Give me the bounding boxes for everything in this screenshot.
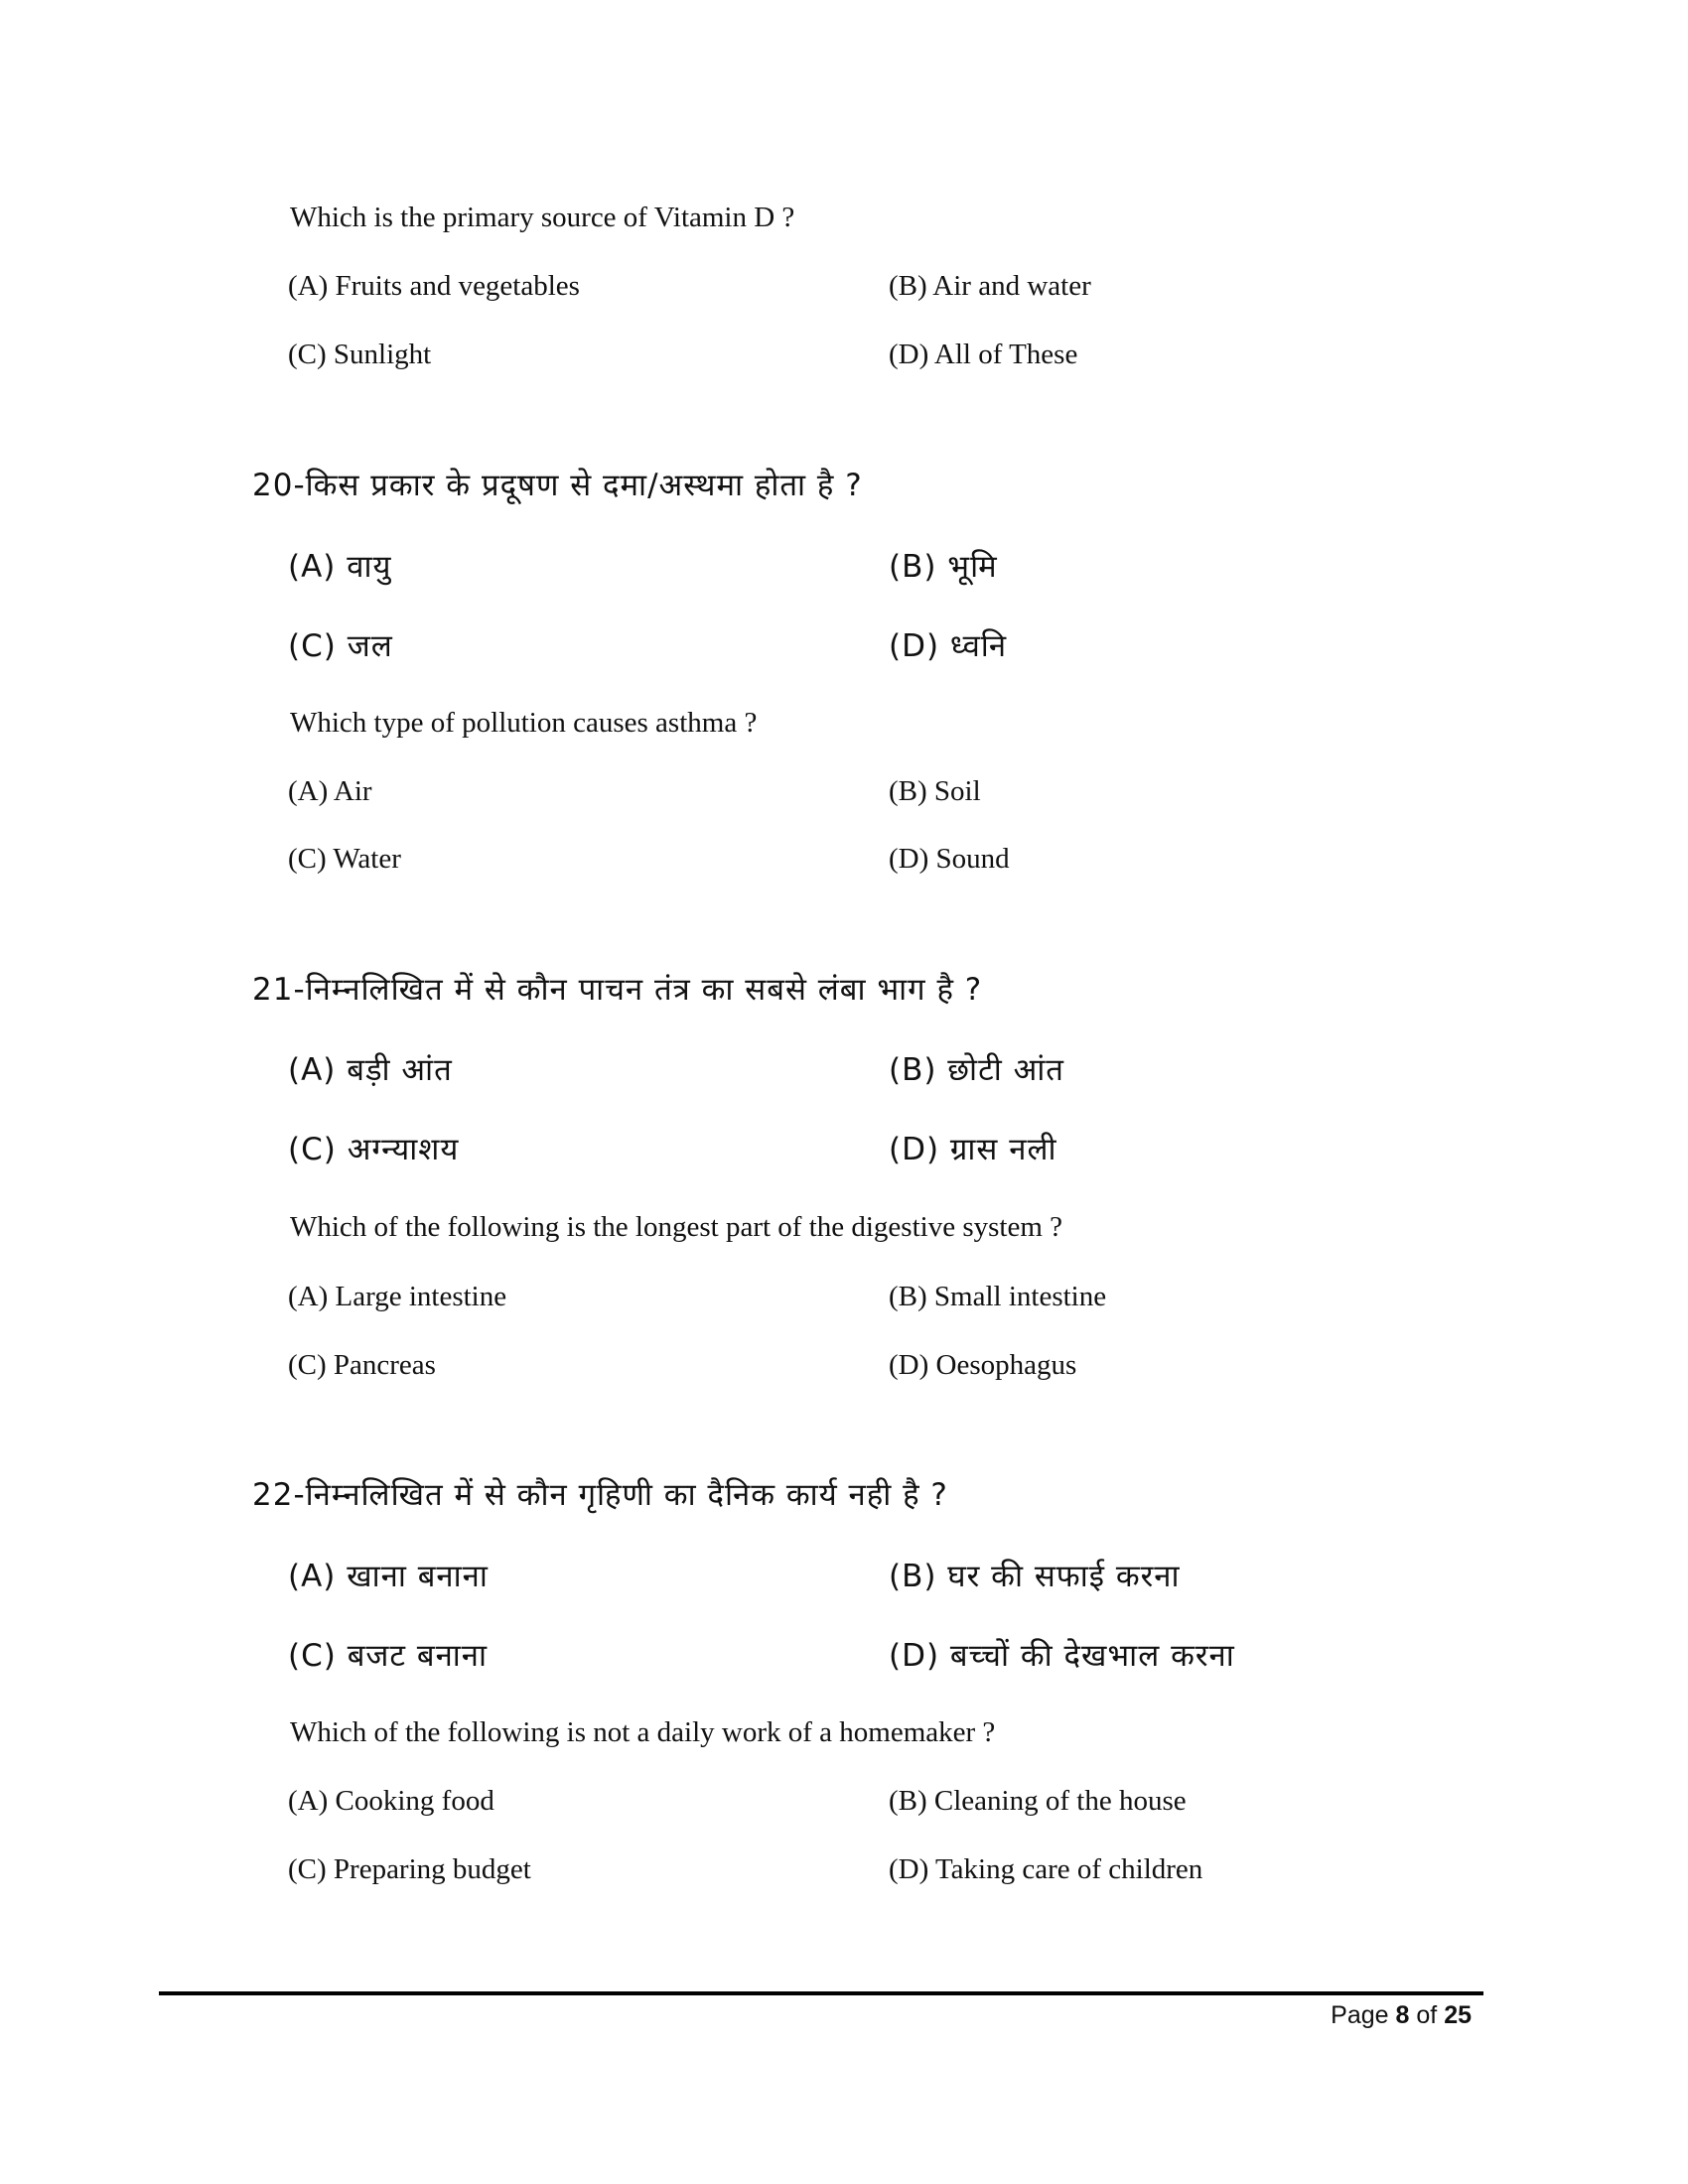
option-c-hindi: (C) बजट बनाना (288, 1638, 489, 1674)
footer-divider (159, 1991, 1483, 1995)
question-19-english: Which is the primary source of Vitamin D ? (290, 202, 795, 233)
option-c-hindi: (C) अग्न्याशय (288, 1132, 460, 1167)
question-22-hindi: 22-निम्नलिखित में से कौन गृहिणी का दैनिक कार्य नही है ? (252, 1477, 948, 1513)
option-c: (C) Pancreas (288, 1349, 436, 1381)
option-b: (B) Small intestine (889, 1281, 1107, 1312)
option-d-hindi: (D) बच्चों की देखभाल करना (889, 1638, 1235, 1674)
option-d: (D) Oesophagus (889, 1349, 1077, 1381)
question-20-english: Which type of pollution causes asthma ? (290, 707, 758, 739)
question-22-english: Which of the following is not a daily work of a homemaker ? (290, 1716, 996, 1748)
of-label: of (1416, 2001, 1438, 2029)
option-b-hindi: (B) छोटी आंत (889, 1052, 1064, 1088)
page-label: Page (1331, 2001, 1389, 2029)
option-b: (B) Air and water (889, 270, 1091, 302)
question-21-hindi: 21-निम्नलिखित में से कौन पाचन तंत्र का सबसे लंबा भाग है ? (252, 972, 983, 1008)
option-a-hindi: (A) बड़ी आंत (288, 1052, 453, 1088)
option-d-hindi: (D) ध्वनि (889, 628, 1008, 664)
option-a: (A) Cooking food (288, 1785, 494, 1817)
option-a: (A) Large intestine (288, 1281, 507, 1312)
option-b-hindi: (B) भूमि (889, 549, 998, 585)
option-d-hindi: (D) ग्रास नली (889, 1132, 1057, 1167)
question-20-hindi: 20-किस प्रकार के प्रदूषण से दमा/अस्थमा होता है ? (252, 468, 863, 503)
option-a: (A) Fruits and vegetables (288, 270, 580, 302)
page-number (1331, 2001, 1472, 2030)
option-a-hindi: (A) खाना बनाना (288, 1559, 489, 1594)
option-c: (C) Water (288, 843, 401, 875)
current-page: 8 (1395, 2001, 1410, 2029)
option-d: (D) Taking care of children (889, 1853, 1203, 1885)
option-d: (D) All of These (889, 339, 1078, 370)
option-b: (B) Cleaning of the house (889, 1785, 1187, 1817)
option-b: (B) Soil (889, 775, 981, 807)
total-pages: 25 (1444, 2001, 1472, 2029)
option-a: (A) Air (288, 775, 372, 807)
option-c: (C) Sunlight (288, 339, 432, 370)
option-d: (D) Sound (889, 843, 1010, 875)
option-c-hindi: (C) जल (288, 628, 393, 664)
option-a-hindi: (A) वायु (288, 549, 392, 585)
question-21-english: Which of the following is the longest part of the digestive system ? (290, 1211, 1063, 1243)
option-c: (C) Preparing budget (288, 1853, 531, 1885)
option-b-hindi: (B) घर की सफाई करना (889, 1559, 1181, 1594)
